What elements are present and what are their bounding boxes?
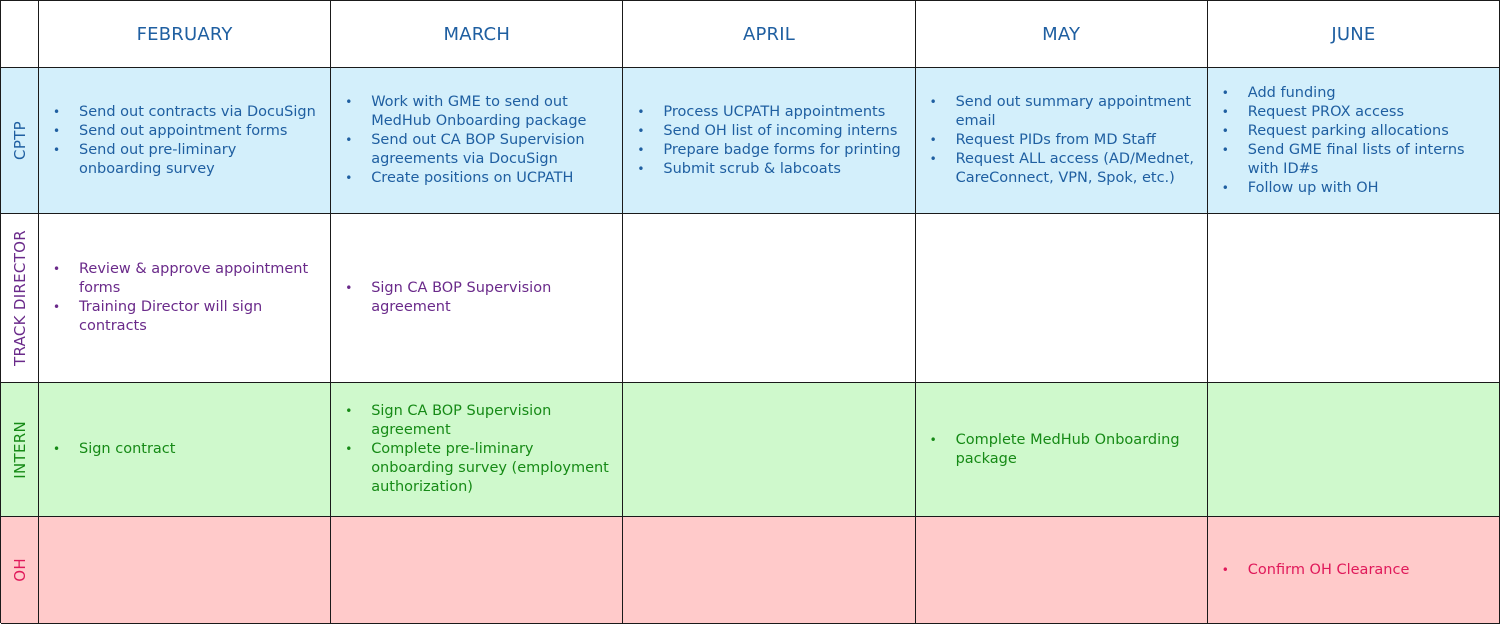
task-list [916, 431, 1207, 469]
month-header-june: JUNE [1208, 1, 1500, 68]
cell-cptp-april [623, 68, 915, 214]
task-item: • Send out appointment forms [79, 122, 320, 141]
task-item: • Create positions on UCPATH [371, 169, 612, 188]
task-item: • Sign CA BOP Supervision agreement [371, 402, 612, 440]
task-item: • Send out CA BOP Supervision agreements via DocuSign [371, 131, 612, 169]
task-item: • Send out pre-liminary onboarding survey [79, 141, 320, 179]
task-item: • Follow up with OH [1248, 179, 1489, 198]
task-item: • Complete MedHub Onboarding package [956, 431, 1197, 469]
task-list [39, 440, 185, 459]
task-list [916, 93, 1207, 188]
task-item: • Complete pre-liminary onboarding survey (employment authorization) [371, 440, 612, 497]
task-item: • Request PIDs from MD Staff [956, 131, 1197, 150]
task-item: • Work with GME to send out MedHub Onboarding package [371, 93, 612, 131]
task-list [623, 103, 910, 179]
task-item: • Review & approve appointment forms [79, 260, 320, 298]
task-list [1208, 84, 1499, 198]
task-item: • Submit scrub & labcoats [663, 160, 900, 179]
cell-intern-june [1208, 383, 1500, 517]
task-list [39, 260, 330, 336]
cell-oh-april [623, 517, 915, 624]
row-label-intern: INTERN [1, 383, 39, 517]
row-label-cptp: CPTP [1, 68, 39, 214]
month-header-april: APRIL [623, 1, 915, 68]
cell-intern-february [39, 383, 331, 517]
cell-cptp-may [916, 68, 1208, 214]
row-label-track-director: TRACK DIRECTOR [1, 214, 39, 383]
task-item: • Request PROX access [1248, 103, 1489, 122]
task-item: • Request parking allocations [1248, 122, 1489, 141]
task-list [331, 279, 622, 317]
task-item: • Send out summary appointment email [956, 93, 1197, 131]
cell-intern-march [331, 383, 623, 517]
cell-intern-may [916, 383, 1208, 517]
task-list [39, 103, 330, 179]
cell-cptp-february [39, 68, 331, 214]
cell-oh-june [1208, 517, 1500, 624]
cell-track-director-march [331, 214, 623, 383]
cell-track-director-june [1208, 214, 1500, 383]
cell-cptp-march [331, 68, 623, 214]
cell-intern-april [623, 383, 915, 517]
task-list [331, 93, 622, 188]
cell-track-director-february [39, 214, 331, 383]
task-item: • Add funding [1248, 84, 1489, 103]
month-header-march: MARCH [331, 1, 623, 68]
task-item: • Confirm OH Clearance [1248, 561, 1410, 580]
corner-cell [1, 1, 39, 68]
cell-oh-february [39, 517, 331, 624]
row-label-oh: OH [1, 517, 39, 624]
task-item: • Request ALL access (AD/Mednet, CareConnect, VPN, Spok, etc.) [956, 150, 1197, 188]
cell-oh-may [916, 517, 1208, 624]
task-item: • Send OH list of incoming interns [663, 122, 900, 141]
cell-cptp-june [1208, 68, 1500, 214]
task-item: • Send out contracts via DocuSign [79, 103, 320, 122]
task-item: • Process UCPATH appointments [663, 103, 900, 122]
task-item: • Sign CA BOP Supervision agreement [371, 279, 612, 317]
task-item: • Training Director will sign contracts [79, 298, 320, 336]
task-item: • Sign contract [79, 440, 175, 459]
cell-track-director-may [916, 214, 1208, 383]
cell-oh-march [331, 517, 623, 624]
month-header-february: FEBRUARY [39, 1, 331, 68]
month-header-may: MAY [916, 1, 1208, 68]
task-item: • Send GME final lists of interns with ID#s [1248, 141, 1489, 179]
task-list [331, 402, 622, 497]
cell-track-director-april [623, 214, 915, 383]
task-list [1208, 561, 1420, 580]
task-item: • Prepare badge forms for printing [663, 141, 900, 160]
